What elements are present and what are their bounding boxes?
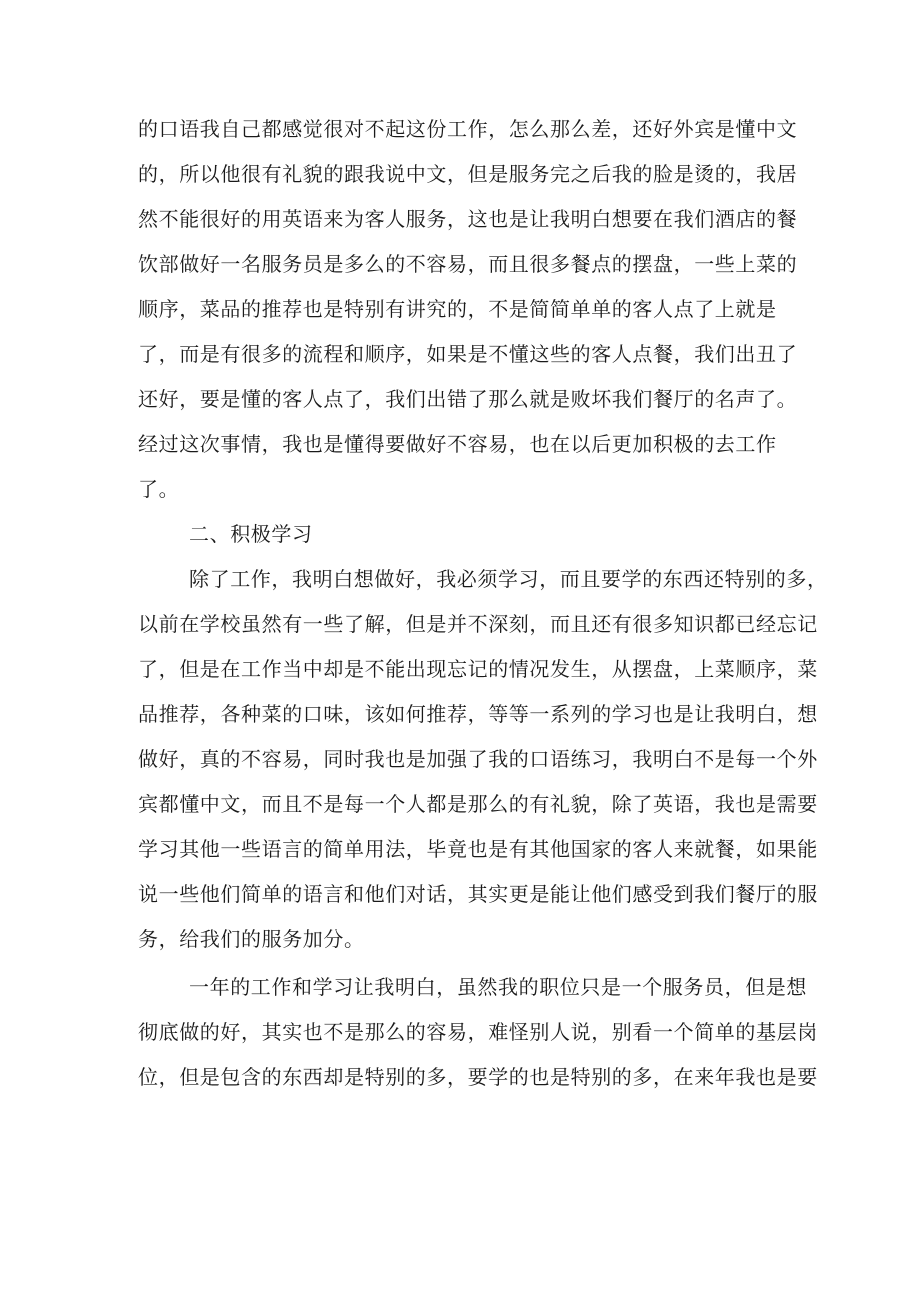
paragraph-line: 的口语我自己都感觉很对不起这份工作，怎么那么差，还好外宾是懂中文 <box>138 117 798 141</box>
paragraph-line: 宾都懂中文，而且不是每一个人都是那么的有礼貌，除了英语，我也是需要 <box>138 792 818 816</box>
paragraph-line: 的，所以他很有礼貌的跟我说中文，但是服务完之后我的脸是烫的，我居 <box>138 162 798 186</box>
paragraph-line: 了，而是有很多的流程和顺序，如果是不懂这些的客人点餐，我们出丑了 <box>138 342 798 366</box>
paragraph-line: 位，但是包含的东西却是特别的多，要学的也是特别的多，在来年我也是要 <box>138 1065 818 1089</box>
paragraph-line: 经过这次事情，我也是懂得要做好不容易，也在以后更加积极的去工作 <box>138 432 777 456</box>
paragraph-line: 了。 <box>138 477 180 501</box>
paragraph-line: 顺序，菜品的推荐也是特别有讲究的，不是简简单单的客人点了上就是 <box>138 297 777 321</box>
paragraph-line: 彻底做的好，其实也不是那么的容易，难怪别人说，别看一个简单的基层岗 <box>138 1020 818 1044</box>
section-heading: 二、积极学习 <box>189 522 313 546</box>
paragraph-line: 然不能很好的用英语来为客人服务，这也是让我明白想要在我们酒店的餐 <box>138 207 798 231</box>
paragraph-line: 还好，要是懂的客人点了，我们出错了那么就是败坏我们餐厅的名声了。 <box>138 387 798 411</box>
paragraph-line: 除了工作，我明白想做好，我必须学习，而且要学的东西还特别的多， <box>189 567 828 591</box>
paragraph-line: 做好，真的不容易，同时我也是加强了我的口语练习，我明白不是每一个外 <box>138 747 818 771</box>
paragraph-line: 饮部做好一名服务员是多么的不容易，而且很多餐点的摆盘，一些上菜的 <box>138 252 798 276</box>
paragraph-line: 了，但是在工作当中却是不能出现忘记的情况发生，从摆盘，上菜顺序，菜 <box>138 657 818 681</box>
document-body <box>138 107 828 1100</box>
paragraph-line: 说一些他们简单的语言和他们对话，其实更是能让他们感受到我们餐厅的服 <box>138 882 818 906</box>
paragraph-line: 务，给我们的服务加分。 <box>138 927 365 951</box>
paragraph-line: 一年的工作和学习让我明白，虽然我的职位只是一个服务员，但是想 <box>189 975 807 999</box>
paragraph-line: 学习其他一些语言的简单用法，毕竟也是有其他国家的客人来就餐，如果能 <box>138 837 818 861</box>
paragraph-line: 以前在学校虽然有一些了解，但是并不深刻，而且还有很多知识都已经忘记 <box>138 612 818 636</box>
paragraph-line: 品推荐，各种菜的口味，该如何推荐，等等一系列的学习也是让我明白，想 <box>138 702 818 726</box>
